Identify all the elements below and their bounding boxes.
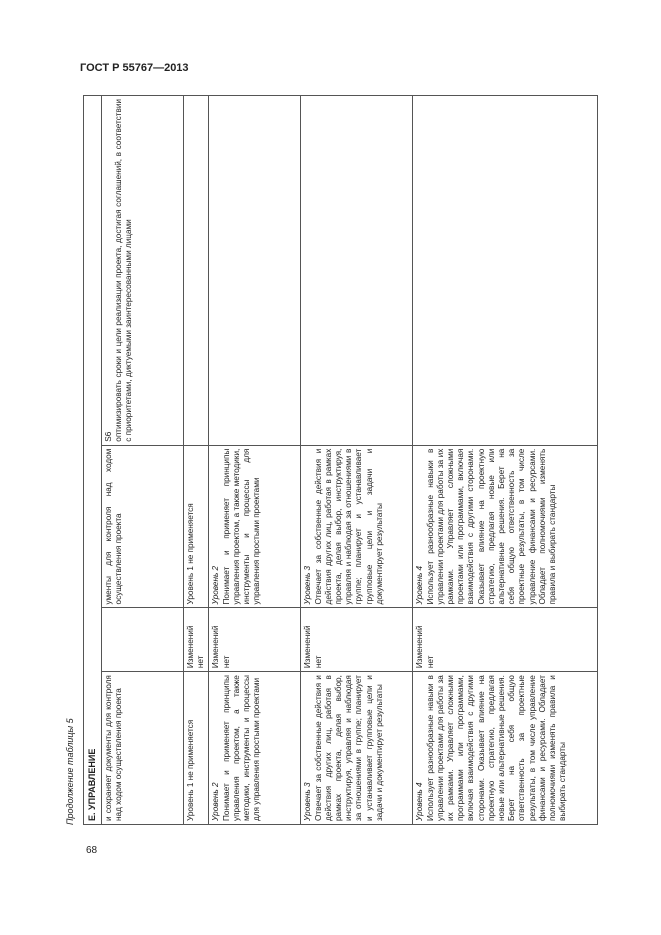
- cell-r3-c4: [301, 96, 413, 446]
- table-row: [413, 96, 598, 825]
- cell-r2-c3: [209, 445, 301, 608]
- level-label: Уровень 2: [211, 565, 221, 605]
- level-text: Использует разнообразные навыки в управлении проектами для работы за их рамками. Управляет сложными программами или программами, включая взаимодействия с другими сторонами. Оказывает влияние на проектную стратегию, предлагая новые или альтернативные решения. Берет на себя общую ответственность за проектные результаты, в том числе управление финансами и ресурсами. Обладает полномочиями изменять правила и выбирать стандарты: [425, 675, 568, 821]
- cell-r0-c1: и сохраняет документы для контроля над ходом осуществления проекта: [102, 672, 184, 825]
- cell-r3-c1: [301, 672, 413, 825]
- cell-r1-c4: [184, 96, 209, 446]
- cell-r2-c4: [209, 96, 301, 446]
- level-label: Уровень 3: [303, 782, 313, 821]
- cell-r3-c3: [301, 445, 413, 608]
- level-text: Отвечает за собственные действия и действия других лиц, работая в рамках проекта, делая выбор, инструктируя, управляя и наблюдая за отношениями в группе; планирует и устанавливает групповые цели и задачи и документирует результаты: [313, 448, 384, 605]
- table-row: [209, 96, 301, 825]
- level-label: Уровень 4: [415, 782, 425, 821]
- table-row: [102, 96, 184, 825]
- cell-r4-c2: Изменений нет: [413, 608, 598, 672]
- table-row: [184, 96, 209, 825]
- cell-r0-c3: ументы для контроля над ходом осуществления проекта: [102, 445, 184, 608]
- competence-table: [83, 95, 598, 825]
- cell-r4-c1: [413, 672, 598, 825]
- cell-r2-c2: Изменений нет: [209, 608, 301, 672]
- rotated-table-region: [65, 95, 598, 825]
- cell-r3-c2: Изменений нет: [301, 608, 413, 672]
- cell-r4-c4: [413, 96, 598, 446]
- table-continuation-caption: Продолжение таблицы 5: [65, 718, 75, 825]
- cell-r2-c1: [209, 672, 301, 825]
- level-label: Уровень 3: [303, 565, 313, 605]
- cell-r0-c4: S6 оптимизировать сроки и цели реализации проекта, достигая соглашений, в соответствии с приоритетами, диктуемыми заинтересованными лицами: [102, 96, 184, 446]
- rotated-content: [65, 95, 598, 825]
- cell-r4-c3: [413, 445, 598, 608]
- cell-r1-c3: Уровень 1 не применяется: [184, 445, 209, 608]
- cell-r1-c1: Уровень 1 не применяется: [184, 672, 209, 825]
- level-label: Уровень 2: [211, 782, 221, 821]
- section-title: Е. УПРАВЛЕНИЕ: [84, 96, 102, 825]
- level-text: Использует разнообразные навыки в управлении проектами для работы за их рамками. Управляет сложными проектами или программами, включая взаимодействия с другими сторонами. Оказывает влияние на проектную стратегию, предлагая новые или альтернативные решения. Берет на себя общую ответственность за проектные результаты, в том числе управление финансами и ресурсами. Обладает полномочиями изменять правила и выбирать стандарты: [425, 448, 558, 605]
- level-label: Уровень 4: [415, 565, 425, 605]
- cell-r1-c2: Изменений нет: [184, 608, 209, 672]
- level-text: Понимает и применяет принципы управления проектом, а также методики, инструменты и процессы для управления простыми проектами: [221, 448, 262, 605]
- page-number: 68: [86, 845, 98, 856]
- level-text: Отвечает за собственные действия и действия других лиц, работая в рамках проекта, делая выбор, инструктируя, управляя и наблюдая за отношениями в группе; планирует и устанавливает групповые цели и задачи и документирует результаты: [313, 675, 384, 821]
- cell-r0-c2: [102, 608, 184, 672]
- level-text: Понимает и применяет принципы управления проектом, а также методики, инструменты и процессы для управления простыми проектами: [221, 675, 262, 821]
- document-header: ГОСТ Р 55767—2013: [80, 62, 189, 74]
- table-row: [301, 96, 413, 825]
